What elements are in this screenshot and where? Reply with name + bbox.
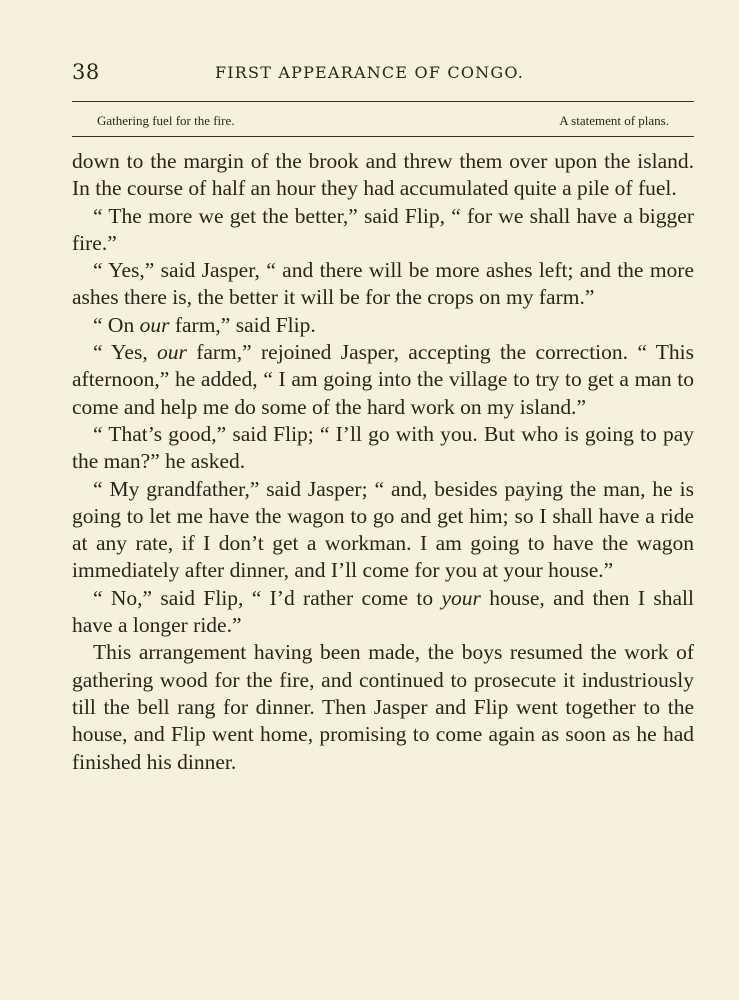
- p5-text-a: “ Yes,: [93, 340, 158, 365]
- paragraph-2: “ The more we get the better,” said Flip, “ for we shall have a bigger fire.”: [72, 203, 694, 255]
- p4-text-b: farm,” said Flip.: [169, 312, 316, 337]
- sidenote-right: A statement of plans.: [559, 113, 669, 128]
- paragraph-3: “ Yes,” said Jasper, “ and there will be more ashes left; and the more ashes there is, the better it will be for the crops on my farm.”: [72, 258, 694, 310]
- p8-emphasis: your: [441, 585, 481, 610]
- p8-text-b: house, and then I shall have a longer ride.”: [72, 585, 694, 638]
- body-text: [72, 148, 694, 776]
- p8-text-a: “ No,” said Flip, “ I’d rather come to: [93, 585, 442, 610]
- page-number: 38: [72, 60, 100, 84]
- paragraph-8: [72, 585, 694, 640]
- header-rule-top: [72, 101, 694, 102]
- header-rule-bottom: [72, 136, 694, 137]
- paragraph-1: down to the margin of the brook and threw them over upon the island. In the course of half an hour they had accumulated quite a pile of fuel.: [72, 149, 694, 201]
- paragraph-4: [72, 312, 694, 339]
- p4-text-a: “ On: [93, 312, 140, 337]
- paragraph-9: This arrangement having been made, the boys resumed the work of gathering wood for the fire, and continued to prosecute it industriously till the bell rang for dinner. Then Jasper and Flip went together to the house, and Flip went home, promising to come again as soon as he had finished his dinner.: [72, 640, 694, 774]
- p5-text-b: farm,” rejoined Jasper, accepting the correction. “ This afternoon,” he added, “ I am going into the village to try to get a man to come and help me do some of the hard work on my island.”: [72, 340, 694, 419]
- p5-emphasis: our: [157, 340, 187, 365]
- running-title: FIRST APPEARANCE OF CONGO.: [214, 63, 525, 82]
- p4-emphasis: our: [139, 312, 170, 337]
- paragraph-6: “ That’s good,” said Flip; “ I’ll go with you. But who is going to pay the man?” he asked.: [72, 421, 694, 474]
- sidenote-left: Gathering fuel for the fire.: [97, 113, 235, 128]
- paragraph-5: [72, 339, 694, 421]
- paragraph-7: “ My grandfather,” said Jasper; “ and, besides paying the man, he is going to let me have the wagon to go and get him; so I shall have a ride at any rate, if I don’t get a workman. I am going to have the wagon immediately after dinner, and I’ll come for you at your house.”: [72, 476, 694, 583]
